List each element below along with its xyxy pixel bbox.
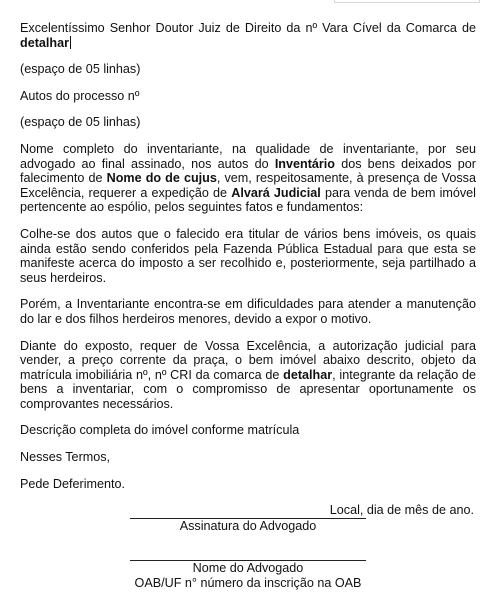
request-text-1: Diante do exposto, requer de Vossa Excelência, a autorização judicial para vender, a preço corrente da praça, o bem imóvel abaixo descrito, objeto da matrícula imobiliária nº, nº CRI da comarca de: [20, 338, 476, 382]
addressee-text: Excelentíssimo Senhor Doutor Juiz de Direito da nº Vara Cível da Comarca de: [20, 21, 476, 35]
request-comarca: detalhar: [283, 367, 333, 382]
difficulty-paragraph: Porém, a Inventariante encontra-se em dificuldades para atender a manutenção do lar e dos filhos herdeiros menores, devido a expor o motivo.: [20, 297, 476, 326]
intro-inventario: Inventário: [274, 156, 335, 171]
request-text-2: , integrante da relação de bens a inventariar, com o compromisso de apresentar oportunamente os comprovantes necessários.: [20, 367, 476, 411]
header-field-remnant: [334, 0, 480, 3]
spacing-note-1: (espaço de 05 linhas): [20, 62, 141, 77]
intro-text-1: Nome completo do inventariante, na qualidade de inventariante, por seu advogado ao final assinado, nos autos do: [20, 141, 476, 171]
request-paragraph: [20, 339, 476, 412]
signature-label: Assinatura do Advogado: [179, 519, 317, 533]
addressee-header: [20, 21, 476, 50]
closing-request: Pede Deferimento.: [20, 476, 126, 491]
intro-text-3: , vem, respeitosamente, à presença de Vossa Excelência, requerer a expedição de: [20, 171, 476, 200]
facts-paragraph: Colhe-se dos autos que o falecido era titular de vários bens imóveis, os quais ainda estão sendo conferidos pela Fazenda Pública Estadual para que esta se manifeste acerca do imposto a ser recolhido e, posteriormente, seja partilhado a seus herdeiros.: [20, 226, 476, 285]
place-date: Local, dia de mês de ano.: [329, 503, 474, 518]
closing-terms: Nesses Termos,: [20, 450, 111, 465]
property-description: Descrição completa do imóvel conforme matrícula: [20, 423, 300, 438]
signature-block-2: [130, 560, 366, 590]
case-number-line: Autos do processo nº: [20, 88, 140, 103]
intro-text-2: dos bens deixados por falecimento de: [20, 156, 476, 186]
intro-de-cujus: Nome do de cujus: [106, 171, 217, 186]
lawyer-name: Nome do Advogado: [192, 561, 304, 575]
intro-paragraph: [20, 142, 476, 215]
spacing-note-2: (espaço de 05 linhas): [20, 115, 141, 130]
intro-text-4: para venda de bem imóvel pertencente ao espólio, pelos seguintes fatos e fundamentos:: [20, 185, 476, 215]
addressee-comarca: detalhar: [20, 35, 69, 50]
text-cursor: [70, 36, 71, 49]
signature-block-1: [130, 518, 366, 534]
intro-alvara: Alvará Judicial: [231, 185, 321, 200]
lawyer-oab: OAB/UF n° número da inscrição na OAB: [134, 575, 362, 590]
document-body: [20, 21, 476, 518]
